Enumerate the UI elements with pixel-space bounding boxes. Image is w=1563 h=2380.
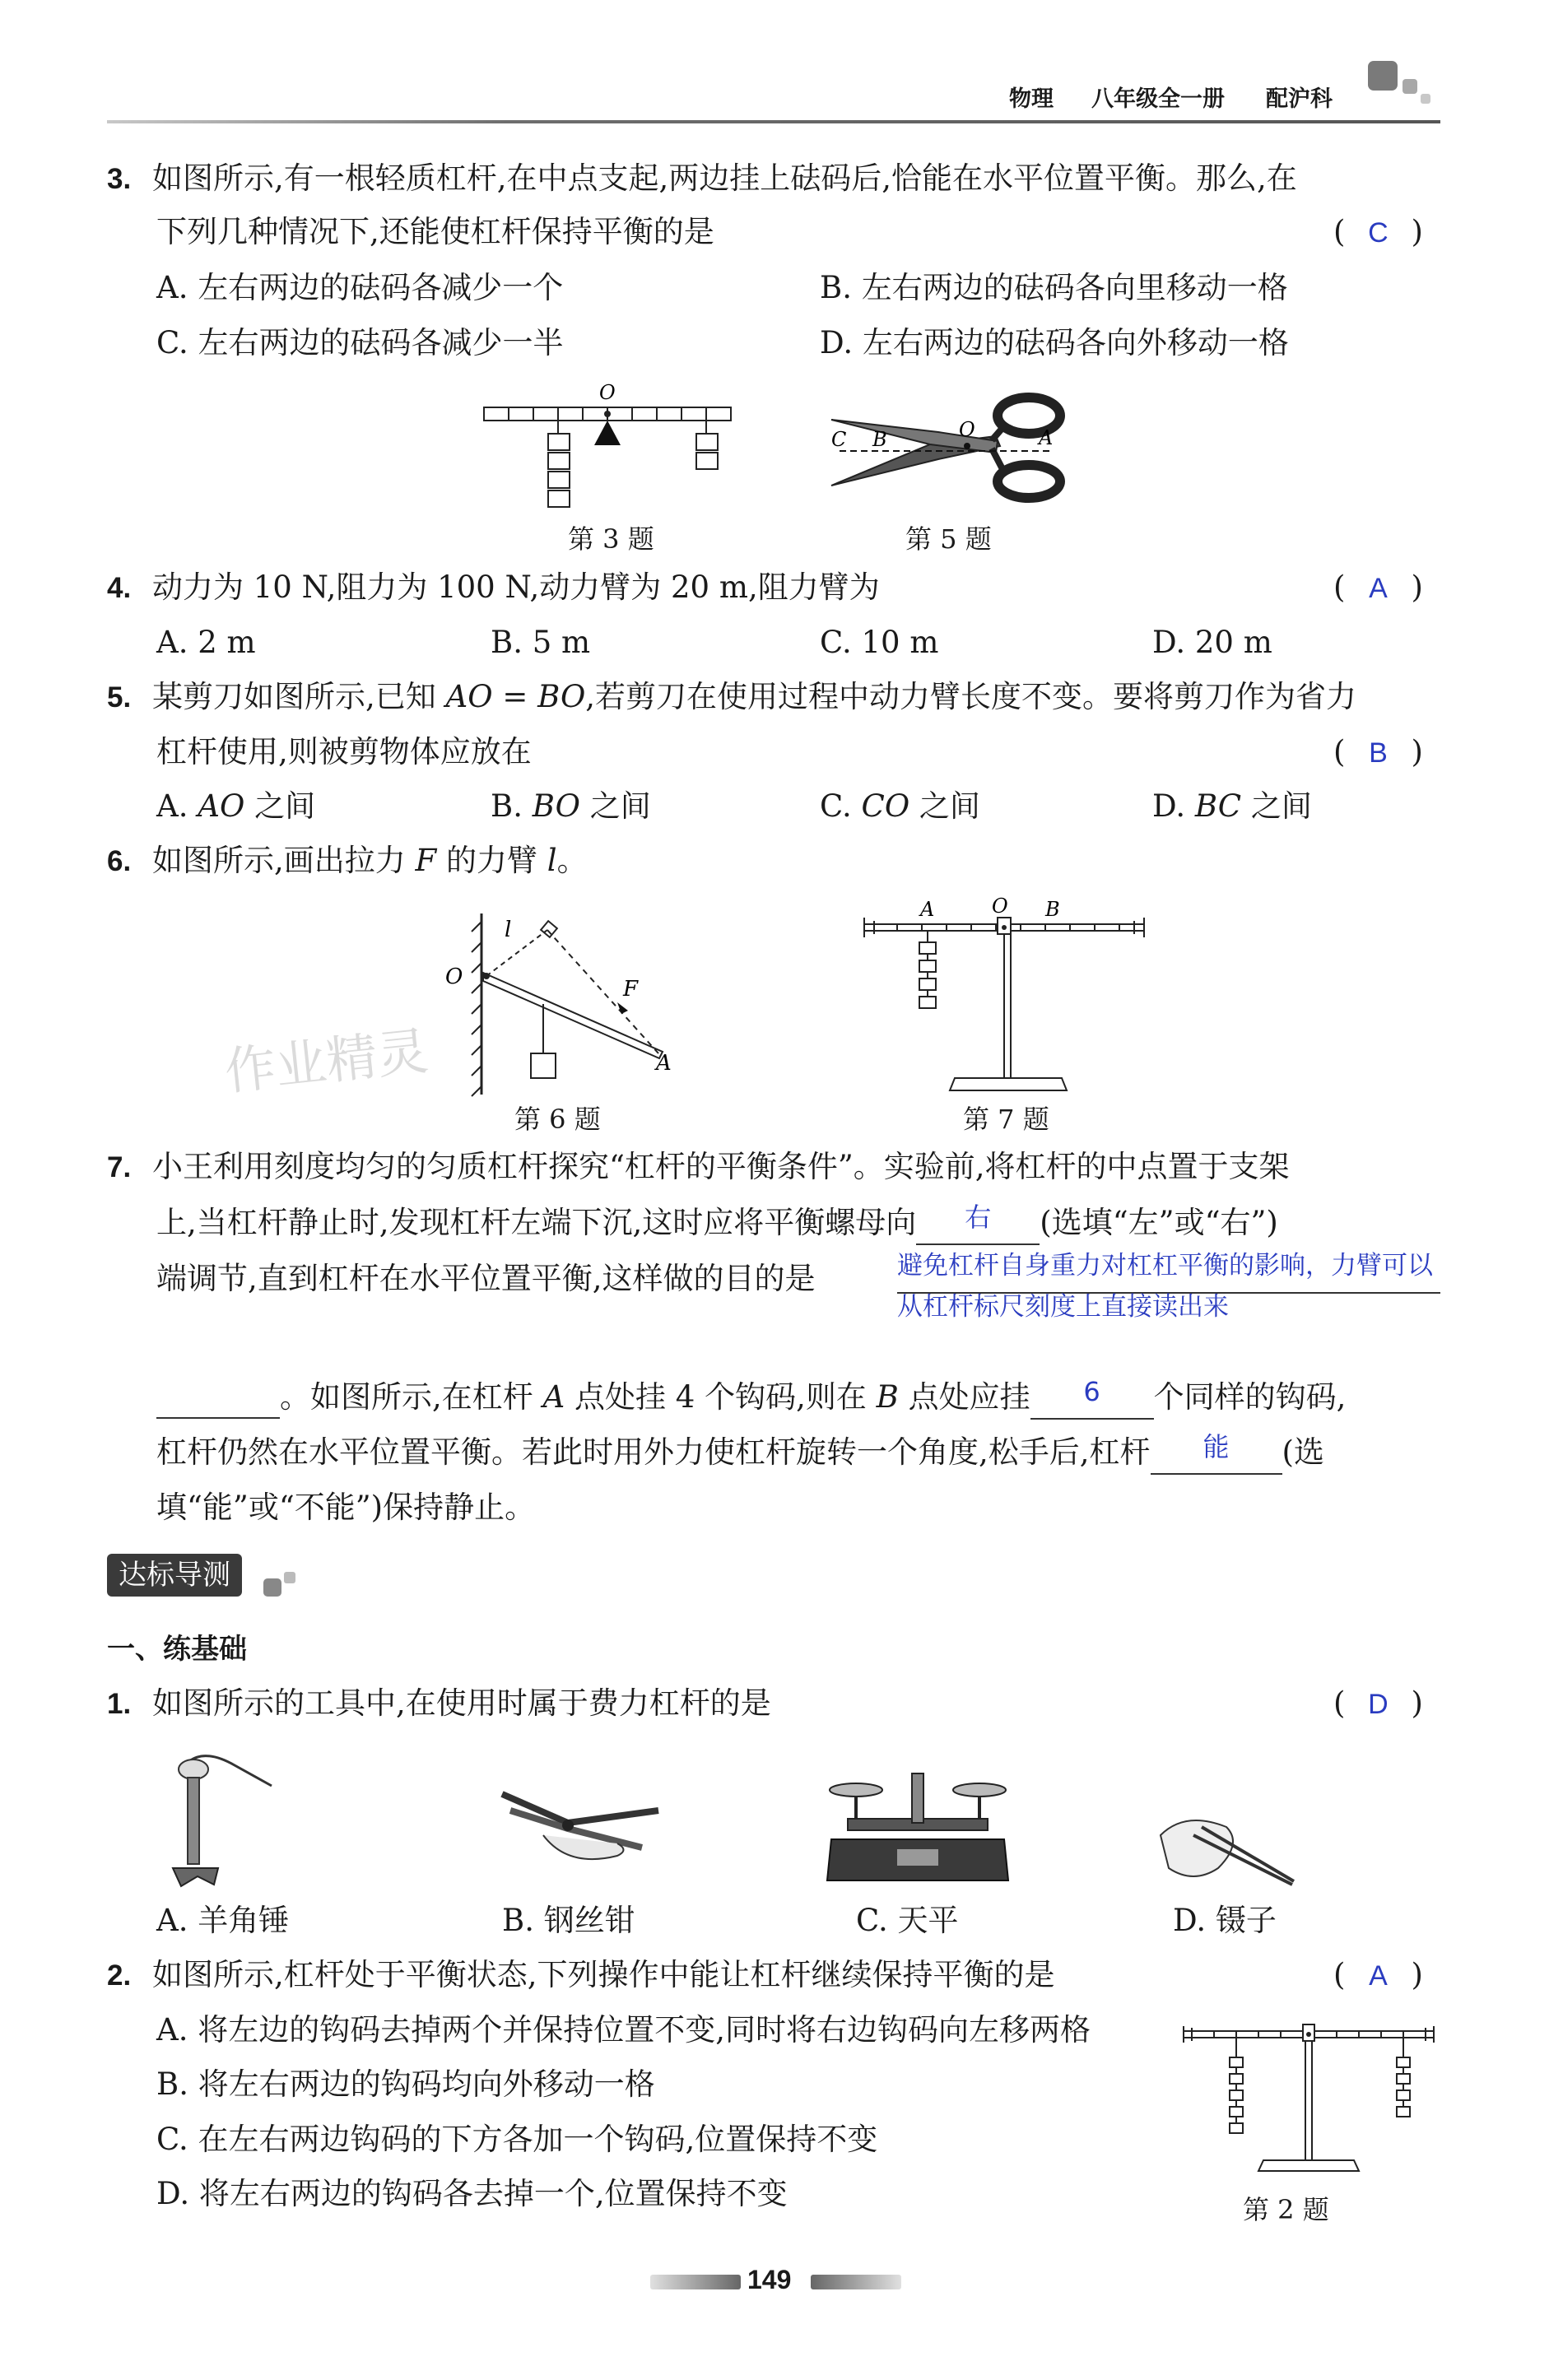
p2-option-a: A. 将左边的钩码去掉两个并保持位置不变,同时将右边钩码向左移两格	[156, 2012, 1091, 2048]
q5-option-c: C. CO 之间	[820, 788, 980, 824]
fig6-label-o: O	[445, 965, 463, 989]
figure-3-lever	[469, 374, 741, 518]
fig6-label-l: l	[505, 918, 512, 942]
q4-option-b: B. 5 m	[491, 625, 591, 660]
q4-text: 动力为 10 N,阻力为 100 N,动力臂为 20 m,阻力臂为	[151, 569, 880, 605]
q7-blank-direction[interactable]: 右	[916, 1203, 1040, 1245]
p2-answer-paren: ( A )	[1333, 1955, 1436, 1996]
figure-p2-lever-stand	[1177, 2008, 1440, 2173]
p1-number: 1.	[107, 1688, 132, 1720]
q4-answer-paren: ( A )	[1333, 568, 1436, 608]
q3-option-d: D. 左右两边的砝码各向外移动一格	[820, 325, 1289, 360]
q5-option-a: A. AO 之间	[156, 788, 316, 824]
q7-line2: 上,当杠杆静止时,发现杠杆左端下沉,这时应将平衡螺母向 右 (选填“左”或“右”)	[156, 1203, 1278, 1245]
q4-number: 4.	[107, 572, 132, 604]
fig5-label-c: C	[831, 428, 847, 451]
watermark: 作业精灵	[221, 1020, 431, 1102]
p2-option-d: D. 将左右两边的钩码各去掉一个,位置保持不变	[156, 2176, 788, 2211]
banner-square-icon	[263, 1578, 281, 1597]
q5-math: AO = BO	[445, 679, 586, 714]
fig7-label-b: B	[1045, 898, 1060, 921]
q5-option-b: B. BO 之间	[491, 788, 651, 824]
p1-option-b: B. 钢丝钳	[502, 1903, 635, 1938]
hammer-tool-image	[156, 1745, 280, 1893]
fig7-label-o: O	[992, 895, 1008, 918]
header-grade: 八年级全一册	[1091, 86, 1225, 111]
fig3-label-o: O	[599, 381, 616, 404]
q5-line1	[107, 677, 1356, 718]
p1-answer-paren: ( D )	[1333, 1684, 1436, 1724]
q5-answer-paren: ( B )	[1333, 732, 1436, 773]
q7-number: 7.	[107, 1151, 132, 1183]
fig6-label-a: A	[656, 1051, 672, 1076]
p1-option-c: C. 天平	[856, 1903, 959, 1938]
p2-number: 2.	[107, 1959, 132, 1992]
fig7-caption: 第 7 题	[963, 1104, 1049, 1135]
q6-number: 6.	[107, 845, 132, 877]
q3-line1	[107, 159, 1297, 199]
q7-line3: 端调节,直到杠杆在水平位置平衡,这样做的目的是	[156, 1261, 816, 1296]
q5-answer: B	[1369, 737, 1388, 769]
fig5-label-o: O	[959, 418, 975, 441]
q7-line1: 7. 小王利用刻度均匀的匀质杠杆探究“杠杆的平衡条件”。实验前,将杠杆的中点置于支架	[107, 1149, 1290, 1184]
page-header	[107, 79, 1440, 128]
q7-blank-count[interactable]: 6	[1030, 1378, 1154, 1420]
q5-number: 5.	[107, 681, 132, 714]
section-heading: 一、练基础	[107, 1633, 247, 1666]
q4-option-a: A. 2 m	[156, 625, 256, 660]
header-square-small-icon	[1403, 79, 1417, 94]
q3-answer-paren: ( C )	[1333, 212, 1436, 253]
fig6-caption: 第 6 题	[514, 1104, 601, 1135]
q6-line1: 6. 如图所示,画出拉力 F 的力臂 l。	[107, 843, 588, 878]
q7-blank-purpose[interactable]: 避免杠杆自身重力对杠杠平衡的影响，力臂可以 从杠杆标尺刻度上直接读出来	[897, 1249, 1440, 1325]
footer-bar-right	[811, 2275, 901, 2289]
q7-line4: 。如图所示,在杠杆 A 点处挂 4 个钩码,则在 B 点处应挂 6 个同样的钩码,	[156, 1378, 1346, 1420]
p2-answer: A	[1369, 1960, 1388, 1992]
header-square-icon	[1368, 61, 1398, 91]
fig3-caption: 第 3 题	[568, 523, 654, 555]
q3-option-b: B. 左右两边的砝码各向里移动一格	[820, 270, 1288, 305]
figure-6-lever-wall	[440, 905, 687, 1103]
p1-option-d: D. 镊子	[1173, 1903, 1277, 1938]
banner-square-small-icon	[284, 1572, 295, 1583]
header-subject: 物理	[1009, 86, 1054, 111]
fig5-label-a: A	[1039, 426, 1054, 449]
p1-answer: D	[1368, 1689, 1389, 1720]
section-banner: 达标导测	[107, 1554, 242, 1597]
p2-line1: 2. 如图所示,杠杆处于平衡状态,下列操作中能让杠杆继续保持平衡的是	[107, 1957, 1055, 1992]
q3-option-c: C. 左右两边的砝码各减少一半	[156, 325, 564, 360]
figure-5-scissors	[823, 387, 1078, 510]
page-number: 149	[747, 2265, 792, 2294]
p2-option-c: C. 在左右两边钩码的下方各加一个钩码,位置保持不变	[156, 2122, 878, 2157]
q4-answer: A	[1369, 573, 1388, 604]
fig5-label-b: B	[872, 428, 887, 451]
q4-line1	[107, 568, 880, 608]
balance-scale-tool-image	[823, 1757, 1012, 1889]
q3-number: 3.	[107, 163, 132, 195]
figure-7-lever-stand	[856, 893, 1152, 1099]
q3-line2: 下列几种情况下,还能使杠杆保持平衡的是	[156, 214, 714, 249]
q4-option-c: C. 10 m	[820, 625, 939, 660]
p2-caption: 第 2 题	[1243, 2194, 1329, 2225]
p2-option-b: B. 将左右两边的钩码均向外移动一格	[156, 2066, 655, 2102]
p1-line1: 1. 如图所示的工具中,在使用时属于费力杠杆的是	[107, 1685, 771, 1721]
fig6-label-f: F	[623, 977, 639, 1002]
header-rule	[107, 120, 1440, 123]
header-edition: 配沪科	[1266, 86, 1333, 111]
pliers-tool-image	[494, 1778, 667, 1885]
q7-blank-purpose-end[interactable]	[156, 1378, 280, 1419]
q5-option-d: D. BC 之间	[1152, 788, 1312, 824]
footer-bar-left	[650, 2275, 741, 2289]
q3-option-a: A. 左右两边的砝码各减少一个	[156, 270, 564, 305]
fig5-caption: 第 5 题	[905, 523, 992, 555]
q7-blank-stable[interactable]: 能	[1151, 1433, 1282, 1475]
q5-text-b: ,若剪刀在使用过程中动力臂长度不变。要将剪刀作为省力	[585, 679, 1357, 714]
q5-line2: 杠杆使用,则被剪物体应放在	[156, 734, 532, 769]
q4-option-d: D. 20 m	[1152, 625, 1272, 660]
q5-text-a: 某剪刀如图所示,已知	[151, 679, 446, 714]
tweezers-tool-image	[1144, 1786, 1300, 1893]
q7-line6: 填“能”或“不能”)保持静止。	[156, 1490, 536, 1525]
q7-line5: 杠杆仍然在水平位置平衡。若此时用外力使杠杆旋转一个角度,松手后,杠杆 能 (选	[156, 1433, 1324, 1475]
q3-answer: C	[1368, 217, 1389, 249]
header-square-tiny-icon	[1421, 94, 1430, 104]
p1-option-a: A. 羊角锤	[156, 1903, 290, 1938]
fig7-label-a: A	[920, 898, 935, 921]
q3-text-line1: 如图所示,有一根轻质杠杆,在中点支起,两边挂上砝码后,恰能在水平位置平衡。那么,在	[151, 160, 1297, 196]
